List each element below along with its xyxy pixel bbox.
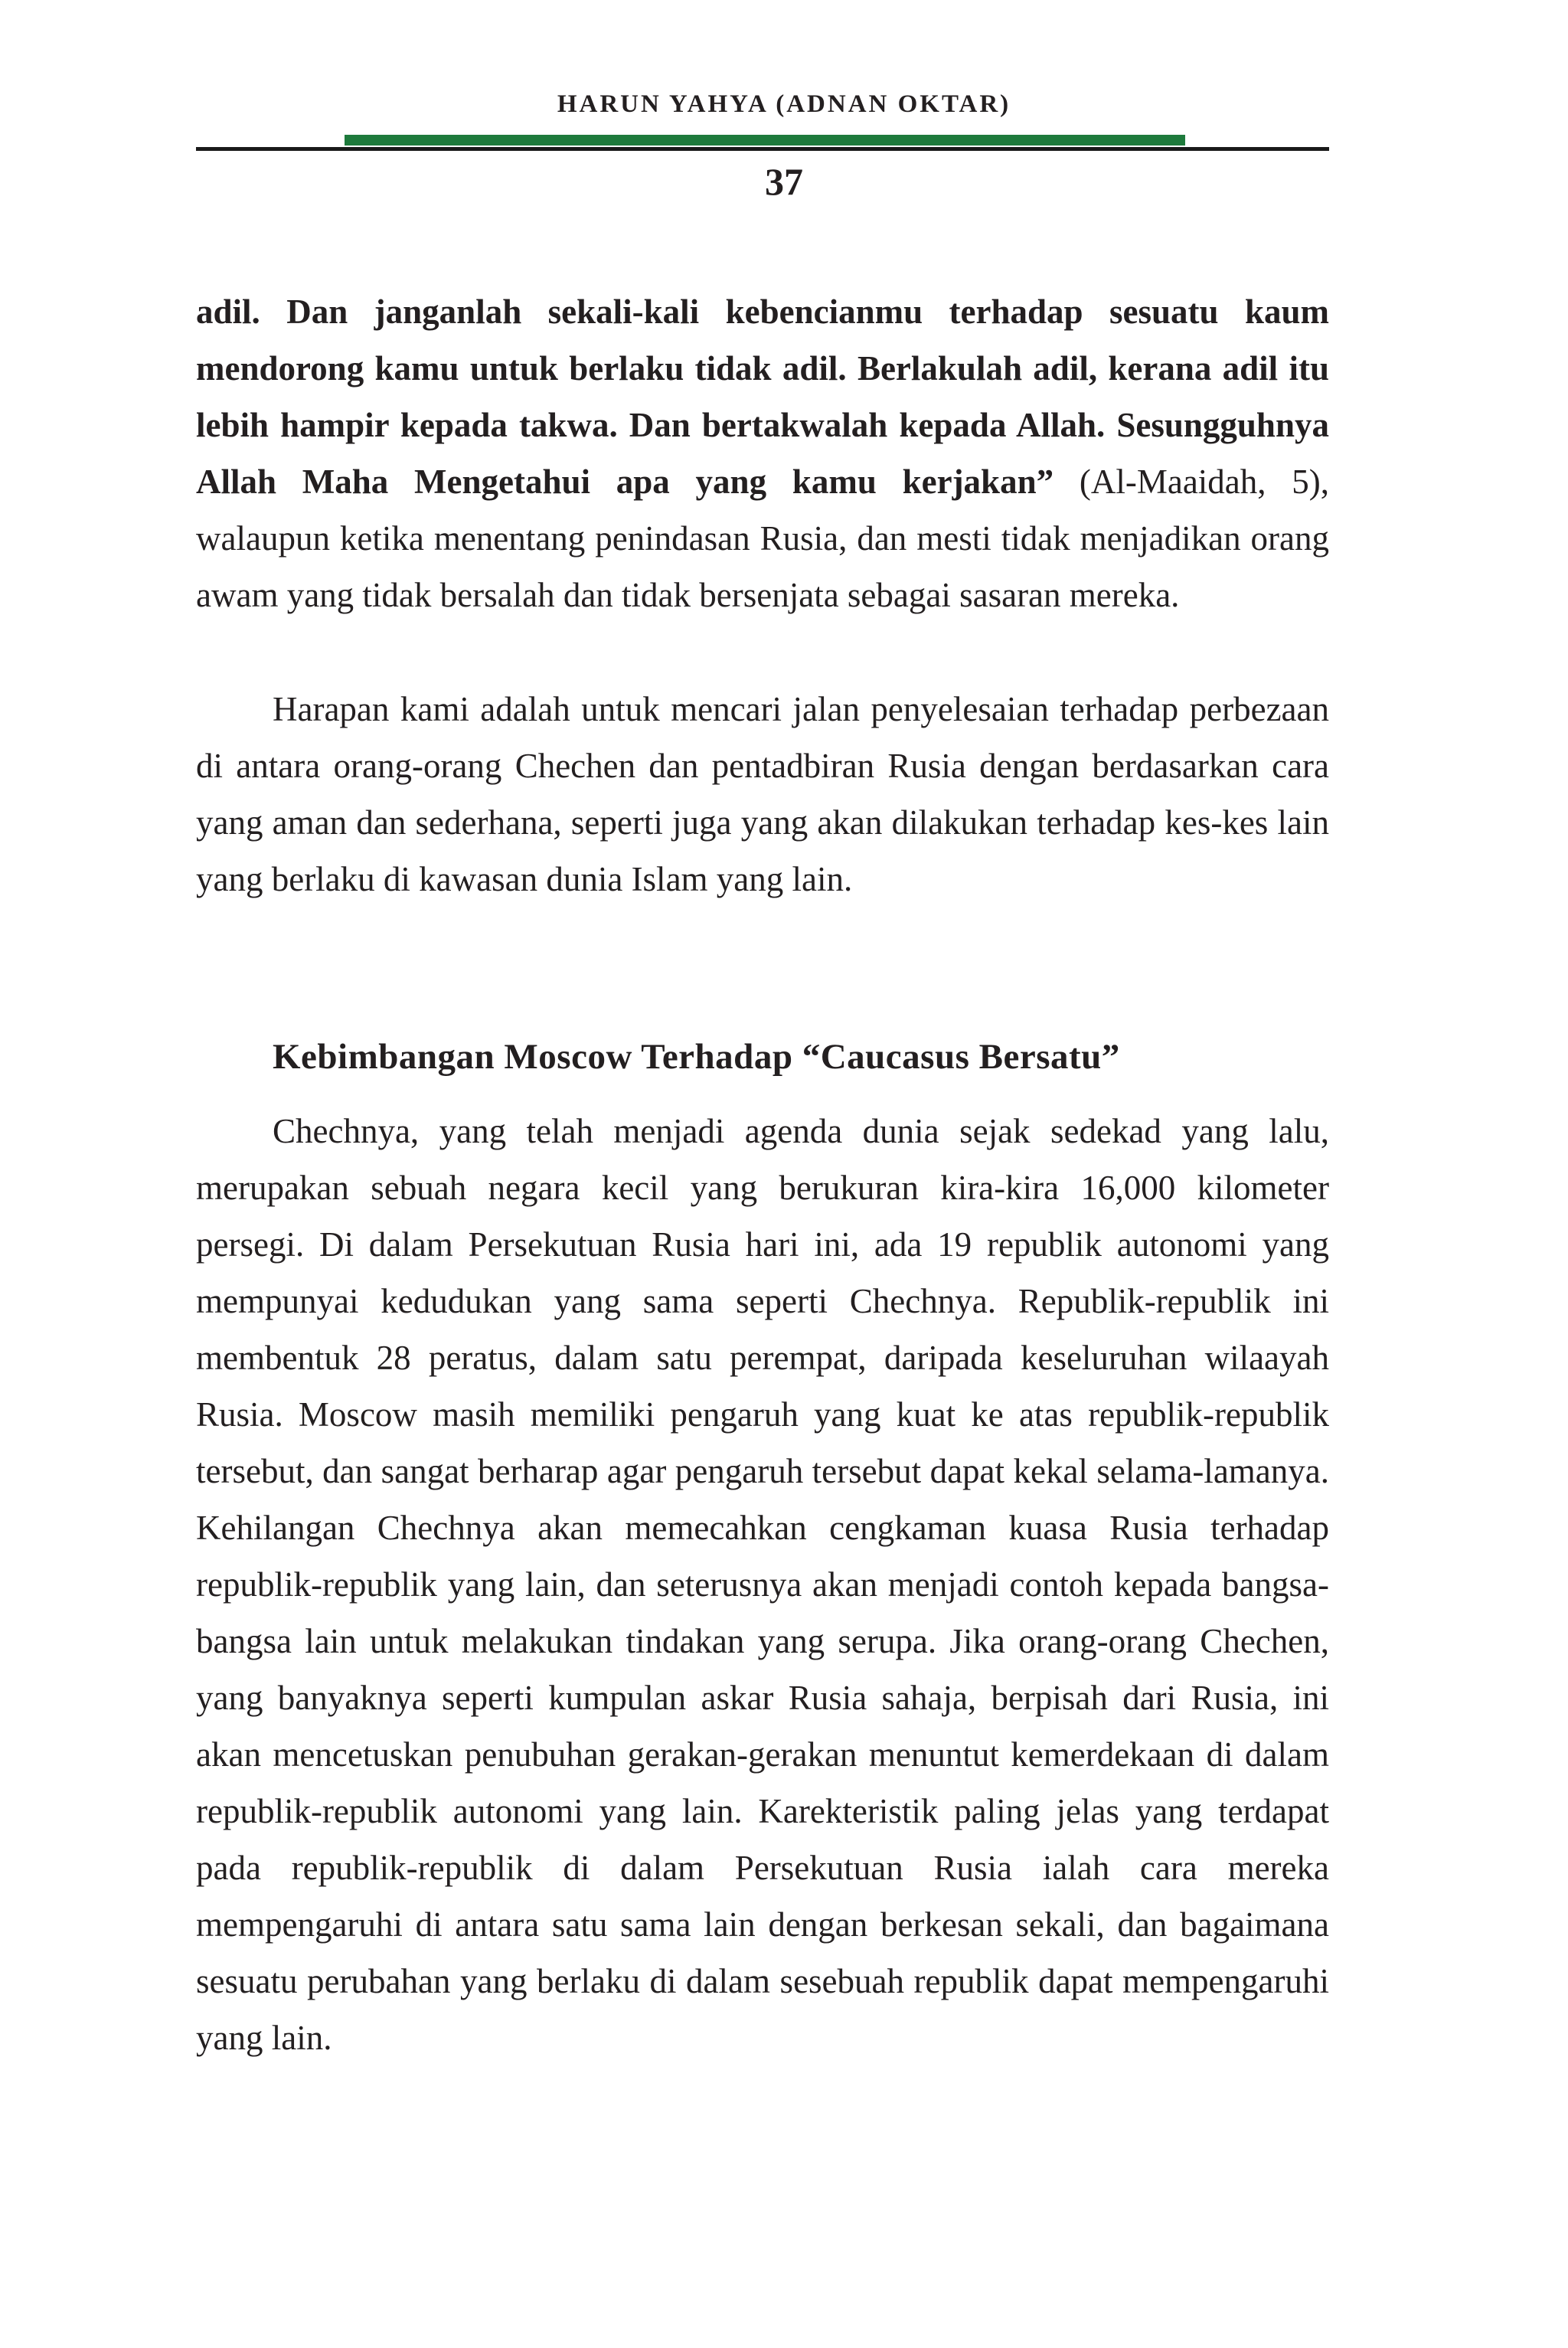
- paragraph-text: Chechnya, yang telah menjadi agenda dunia sejak sedekad yang lalu, merupakan sebuah negara kecil yang berukuran kira-kira 16,000 kilometer persegi. Di dalam Persekutuan Rusia hari ini, ada 19 republik autonomi yang mempunyai kedudukan yang sama seperti Chechnya. Republik-republik ini membentuk 28 peratus, dalam satu perempat, daripada keseluruhan wilaayah Rusia. Moscow masih memiliki pengaruh yang kuat ke atas republik-republik tersebut, dan sangat berharap agar pengaruh tersebut dapat kekal selama-lamanya. Kehilangan Chechnya akan memecahkan cengkaman kuasa Rusia terhadap republik-republik yang lain, dan seterusnya akan menjadi contoh kepada bangsa-bangsa lain untuk melakukan tindakan yang serupa. Jika orang-orang Chechen, yang banyaknya seperti kumpulan askar Rusia sahaja, berpisah dari Rusia, ini akan mencetuskan penubuhan gerakan-gerakan menuntut kemerdekaan di dalam republik-republik autonomi yang lain. Karekteristik paling jelas yang terdapat pada republik-republik di dalam Persekutuan Rusia ialah cara mereka mempengaruhi di antara satu sama lain dengan berkesan sekali, dan bagaimana sesuatu perubahan yang berlaku di dalam sesebuah republik dapat mempengaruhi yang lain.: [196, 1112, 1329, 2057]
- header-rule: [196, 147, 1329, 151]
- quoted-verse-text: adil. Dan janganlah sekali-kali kebencianmu terhadap sesuatu kaum mendorong kamu untuk berlaku tidak adil. Berlakulah adil, kerana adil itu lebih hampir kepada takwa. Dan bertakwalah kepada Allah. Sesungguhnya Allah Maha Mengetahui apa yang kamu kerjakan”: [196, 293, 1329, 501]
- paragraph-hope: [196, 681, 1329, 907]
- header-accent-rule: [345, 135, 1185, 146]
- paragraph-quote-continuation: [196, 283, 1329, 623]
- section-heading: Kebimbangan Moscow Terhadap “Caucasus Bersatu”: [273, 1037, 1120, 1077]
- running-header-title: HARUN YAHYA (ADNAN OKTAR): [557, 90, 1011, 118]
- paragraph-text: (Al-Maaidah, 5), walaupun ketika menentang penindasan Rusia, dan mesti tidak menjadikan orang awam yang tidak bersalah dan tidak bersenjata sebagai sasaran mereka.: [196, 463, 1330, 614]
- page-number: 37: [765, 160, 803, 203]
- paragraph-text: Harapan kami adalah untuk mencari jalan penyelesaian terhadap perbezaan di antara orang-orang Chechen dan pentadbiran Rusia dengan berdasarkan cara yang aman dan sederhana, seperti juga yang akan dilakukan terhadap kes-kes lain yang berlaku di kawasan dunia Islam yang lain.: [196, 690, 1329, 898]
- paragraph-chechnya: [196, 1103, 1329, 2066]
